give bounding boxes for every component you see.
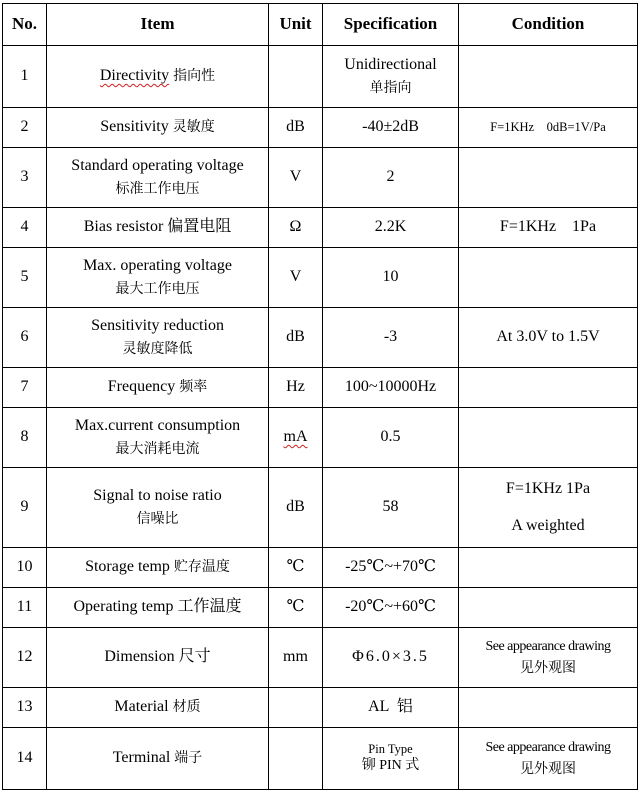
condition-cell [459, 148, 638, 208]
condition-cell [459, 728, 638, 790]
row-number: 12 [3, 628, 47, 688]
item-name-en: Material [114, 698, 169, 716]
table-row [3, 588, 638, 628]
condition-cell: At 3.0V to 1.5V [459, 308, 638, 368]
unit-cell: V [269, 248, 323, 308]
item-name-cn: 频率 [179, 380, 208, 396]
item-name-en: Standard operating voltage [71, 157, 244, 175]
item-cell [47, 368, 269, 408]
row-number: 14 [3, 728, 47, 790]
item-name-en: Storage temp [85, 558, 170, 576]
table-row [3, 308, 638, 368]
item-cell [47, 408, 269, 468]
item-name-cn: 工作温度 [177, 598, 242, 616]
spec-cell: -40±2dB [323, 108, 459, 148]
row-number: 4 [3, 208, 47, 248]
item-name-cn: 指向性 [173, 69, 216, 85]
table-row [3, 688, 638, 728]
table-row [3, 628, 638, 688]
condition-value: See appearance drawing [485, 739, 611, 755]
item-cell [47, 728, 269, 790]
header-specification: Specification [323, 4, 459, 46]
unit-cell: ℃ [269, 588, 323, 628]
unit-cell [269, 408, 323, 468]
item-cell [47, 46, 269, 108]
header-no: No. [3, 4, 47, 46]
spec-cell: 58 [323, 468, 459, 548]
item-name-cn: 标准工作电压 [115, 182, 200, 198]
unit-value: mA [283, 428, 308, 446]
item-name-en: Signal to noise ratio [93, 487, 222, 505]
item-name-en: Frequency [107, 378, 176, 396]
table-row [3, 108, 638, 148]
row-number: 13 [3, 688, 47, 728]
item-name-en: Terminal [112, 749, 171, 767]
item-name-cn: 灵敏度降低 [122, 342, 193, 358]
table-row [3, 46, 638, 108]
item-name-cn: 最大工作电压 [115, 282, 200, 298]
spec-value: Unidirectional [344, 56, 437, 74]
row-number: 1 [3, 46, 47, 108]
item-name-en: Bias resistor [83, 218, 164, 236]
spec-cell: -20℃~+60℃ [323, 588, 459, 628]
item-cell [47, 628, 269, 688]
item-name-en: Directivity [99, 67, 170, 85]
item-cell [47, 148, 269, 208]
condition-cell [459, 688, 638, 728]
condition-cell [459, 468, 638, 548]
unit-cell: mm [269, 628, 323, 688]
condition-cell [459, 46, 638, 108]
unit-cell [269, 688, 323, 728]
spec-cell: -3 [323, 308, 459, 368]
condition-cell: F=1KHz 1Pa [459, 208, 638, 248]
condition-cell [459, 368, 638, 408]
spec-cell: Φ6.0×3.5 [323, 628, 459, 688]
item-name-en: Max. operating voltage [83, 257, 232, 275]
spec-value-cn: 铆 PIN 式 [361, 758, 420, 774]
spec-cell: 2 [323, 148, 459, 208]
table-row [3, 408, 638, 468]
spec-cell: AL 铝 [323, 688, 459, 728]
condition-value: See appearance drawing [485, 638, 611, 654]
row-number: 5 [3, 248, 47, 308]
spec-cell: 10 [323, 248, 459, 308]
table-row [3, 368, 638, 408]
unit-cell: V [269, 148, 323, 208]
item-name-cn: 灵敏度 [172, 120, 215, 136]
spec-table [2, 3, 638, 790]
unit-cell [269, 728, 323, 790]
item-cell [47, 208, 269, 248]
row-number: 8 [3, 408, 47, 468]
spec-cell [323, 728, 459, 790]
item-name-cn: 偏置电阻 [167, 218, 232, 236]
item-name-cn: 端子 [174, 751, 203, 767]
table-row [3, 148, 638, 208]
condition-cell [459, 548, 638, 588]
table-row [3, 548, 638, 588]
condition-cell: F=1KHz 0dB=1V/Pa [459, 108, 638, 148]
header-row [3, 4, 638, 46]
unit-cell [269, 46, 323, 108]
header-item: Item [47, 4, 269, 46]
header-condition: Condition [459, 4, 638, 46]
unit-cell: dB [269, 108, 323, 148]
unit-cell: ℃ [269, 548, 323, 588]
item-name-en: Sensitivity reduction [91, 317, 224, 335]
condition-cell [459, 248, 638, 308]
spec-cell: -25℃~+70℃ [323, 548, 459, 588]
row-number: 6 [3, 308, 47, 368]
item-cell [47, 688, 269, 728]
item-cell [47, 308, 269, 368]
item-name-en: Dimension [104, 648, 175, 666]
table-row [3, 248, 638, 308]
condition-cell [459, 408, 638, 468]
table-row [3, 208, 638, 248]
spec-value: Pin Type [368, 741, 413, 756]
spec-cell [323, 46, 459, 108]
item-cell [47, 108, 269, 148]
item-name-cn: 信噪比 [136, 512, 179, 528]
item-cell [47, 468, 269, 548]
row-number: 3 [3, 148, 47, 208]
table-row [3, 468, 638, 548]
unit-cell: dB [269, 308, 323, 368]
spec-value-cn: 单指向 [369, 81, 412, 97]
item-name-cn: 贮存温度 [173, 560, 230, 576]
row-number: 7 [3, 368, 47, 408]
item-cell [47, 588, 269, 628]
condition-value-2: A weighted [511, 516, 585, 534]
row-number: 10 [3, 548, 47, 588]
condition-value: F=1KHz 1Pa [505, 479, 591, 497]
unit-cell: Hz [269, 368, 323, 408]
table-row [3, 728, 638, 790]
item-name-cn: 尺寸 [178, 648, 211, 666]
item-name-en: Operating temp [73, 598, 174, 616]
item-cell [47, 548, 269, 588]
condition-cell [459, 628, 638, 688]
row-number: 9 [3, 468, 47, 548]
unit-cell: dB [269, 468, 323, 548]
spec-cell: 0.5 [323, 408, 459, 468]
row-number: 2 [3, 108, 47, 148]
unit-cell: Ω [269, 208, 323, 248]
header-unit: Unit [269, 4, 323, 46]
item-name-en: Sensitivity [100, 118, 169, 136]
spec-cell: 2.2K [323, 208, 459, 248]
row-number: 11 [3, 588, 47, 628]
spec-cell: 100~10000Hz [323, 368, 459, 408]
item-name-cn: 材质 [172, 700, 201, 716]
condition-value-2: 见外观图 [520, 660, 576, 676]
item-name-cn: 最大消耗电流 [115, 442, 200, 458]
condition-cell [459, 588, 638, 628]
item-name-en: Max.current consumption [74, 417, 241, 435]
condition-value-2: 见外观图 [520, 761, 576, 777]
item-cell [47, 248, 269, 308]
